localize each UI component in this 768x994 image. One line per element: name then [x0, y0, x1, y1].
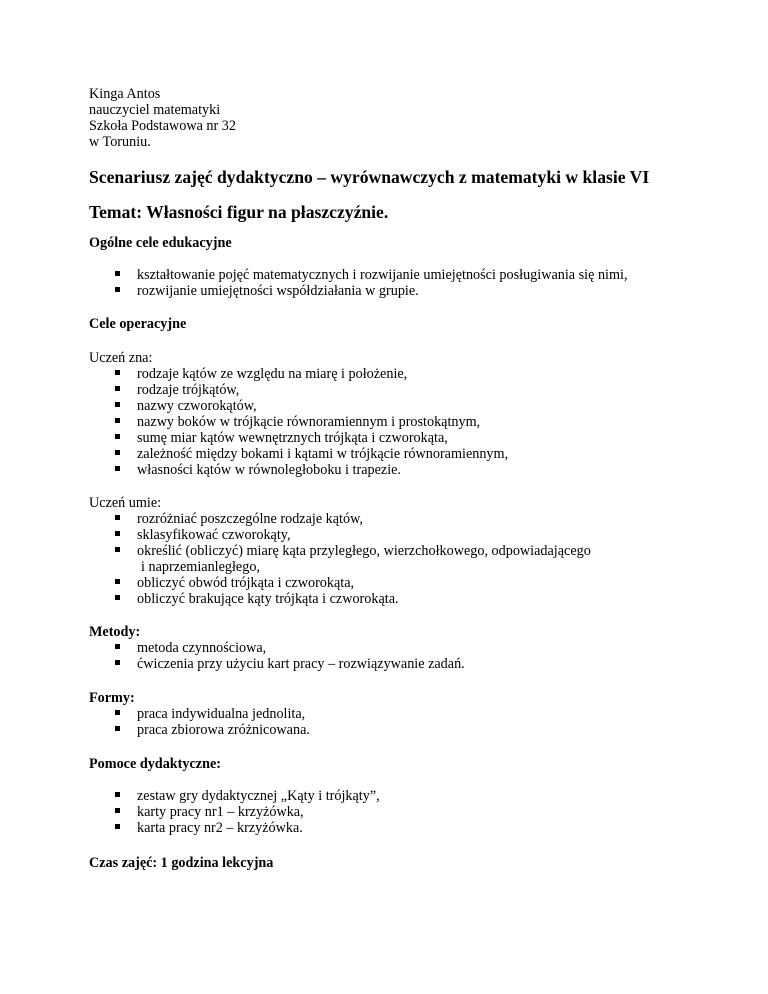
list-item: karty pracy nr1 – krzyżówka, — [137, 804, 304, 820]
bullet-icon — [115, 287, 120, 292]
list-item: kształtowanie pojęć matematycznych i rozwijanie umiejętności posługiwania się nimi, — [137, 267, 628, 283]
list-item: rozwijanie umiejętności współdziałania w grupie. — [137, 283, 419, 299]
author-school: Szkoła Podstawowa nr 32 — [89, 118, 236, 134]
list-item: obliczyć brakujące kąty trójkąta i czworokąta. — [137, 591, 399, 607]
bullet-icon — [115, 386, 120, 391]
list-item: ćwiczenia przy użyciu kart pracy – rozwiązywanie zadań. — [137, 656, 465, 672]
bullet-icon — [115, 434, 120, 439]
list-item: sklasyfikować czworokąty, — [137, 527, 291, 543]
bullet-icon — [115, 418, 120, 423]
list-item: rodzaje trójkątów, — [137, 382, 240, 398]
bullet-icon — [115, 515, 120, 520]
list-item: nazwy boków w trójkącie równoramiennym i prostokątnym, — [137, 414, 481, 430]
list-item: nazwy czworokątów, — [137, 398, 257, 414]
bullet-icon — [115, 579, 120, 584]
list-item-continuation: i naprzemianległego, — [141, 559, 260, 575]
bullet-icon — [115, 547, 120, 552]
bullet-icon — [115, 660, 120, 665]
can-intro: Uczeń umie: — [89, 495, 162, 511]
list-item: praca indywidualna jednolita, — [137, 706, 306, 722]
bullet-icon — [115, 726, 120, 731]
bullet-icon — [115, 792, 120, 797]
bullet-icon — [115, 644, 120, 649]
bullet-icon — [115, 595, 120, 600]
bullet-icon — [115, 466, 120, 471]
bullet-icon — [115, 370, 120, 375]
list-item: sumę miar kątów wewnętrznych trójkąta i czworokąta, — [137, 430, 448, 446]
list-item: praca zbiorowa zróżnicowana. — [137, 722, 310, 738]
author-role: nauczyciel matematyki — [89, 102, 221, 118]
author-city: w Toruniu. — [89, 134, 151, 150]
bullet-icon — [115, 402, 120, 407]
lesson-topic: Temat: Własności figur na płaszczyźnie. — [89, 202, 389, 222]
list-item: zestaw gry dydaktycznej „Kąty i trójkąty”, — [137, 788, 380, 804]
list-item: rozróżniać poszczególne rodzaje kątów, — [137, 511, 363, 527]
list-item: zależność między bokami i kątami w trójkącie równoramiennym, — [137, 446, 509, 462]
author-name: Kinga Antos — [89, 86, 161, 102]
aids-heading: Pomoce dydaktyczne: — [89, 756, 221, 772]
general-goals-heading: Ogólne cele edukacyjne — [89, 235, 232, 251]
knows-intro: Uczeń zna: — [89, 350, 153, 366]
bullet-icon — [115, 531, 120, 536]
list-item: rodzaje kątów ze względu na miarę i położenie, — [137, 366, 408, 382]
document-title: Scenariusz zajęć dydaktyczno – wyrównawczych z matematyki w klasie VI — [89, 167, 650, 187]
list-item: własności kątów w równoległoboku i trapezie. — [137, 462, 401, 478]
bullet-icon — [115, 824, 120, 829]
forms-heading: Formy: — [89, 690, 135, 706]
bullet-icon — [115, 271, 120, 276]
lesson-duration: Czas zajęć: 1 godzina lekcyjna — [89, 855, 274, 871]
bullet-icon — [115, 450, 120, 455]
list-item: obliczyć obwód trójkąta i czworokąta, — [137, 575, 355, 591]
list-item: określić (obliczyć) miarę kąta przyległego, wierzchołkowego, odpowiadającego — [137, 543, 591, 559]
operational-goals-heading: Cele operacyjne — [89, 316, 187, 332]
bullet-icon — [115, 710, 120, 715]
list-item: metoda czynnościowa, — [137, 640, 267, 656]
bullet-icon — [115, 808, 120, 813]
list-item: karta pracy nr2 – krzyżówka. — [137, 820, 303, 836]
methods-heading: Metody: — [89, 624, 141, 640]
